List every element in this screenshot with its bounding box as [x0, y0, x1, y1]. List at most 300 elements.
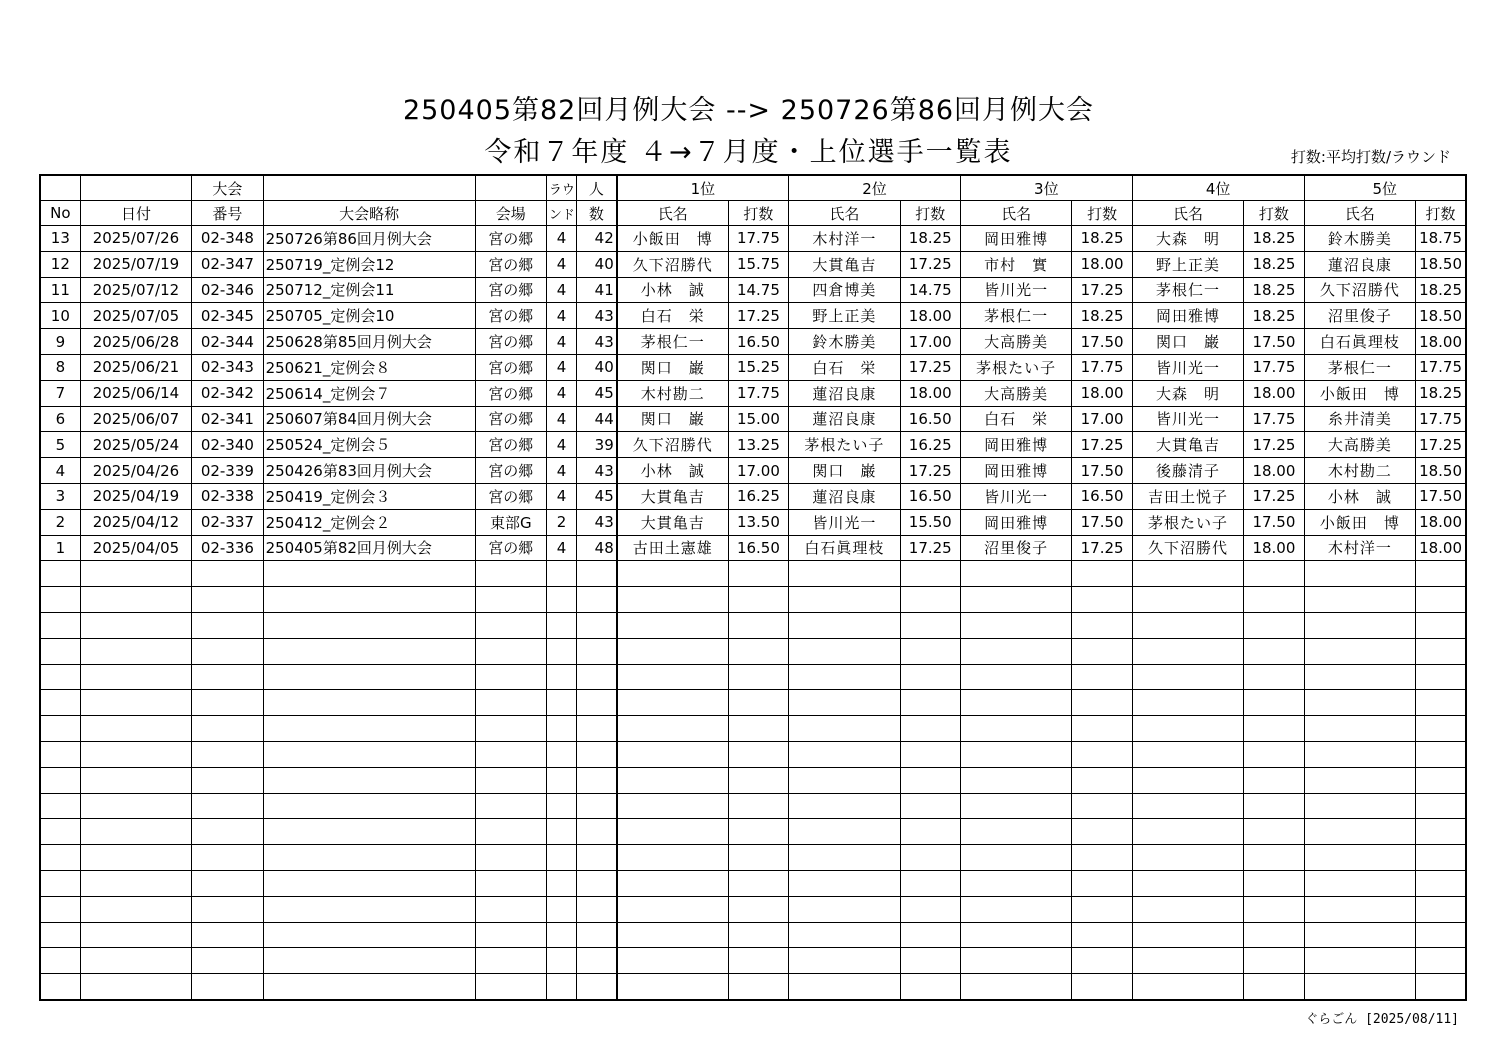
blank-cell [40, 767, 80, 793]
row-event-name: 250712_定例会11 [263, 277, 475, 303]
table-row [40, 406, 1466, 432]
blank-cell [577, 845, 617, 871]
blank-cell [1244, 896, 1304, 922]
header-row-bottom [40, 201, 1466, 226]
place-2-header: 2位 [789, 175, 961, 201]
place-2-score: 16.50 [900, 406, 960, 432]
blank-cell [960, 587, 1072, 613]
row-event-name: 250426第83回月例大会 [263, 458, 475, 484]
blank-cell [1304, 870, 1416, 896]
place-5-score: 17.50 [1416, 483, 1466, 509]
blank-cell [1304, 561, 1416, 587]
row-event-code: 02-341 [192, 406, 263, 432]
blank-cell [1132, 948, 1244, 974]
row-event-code: 02-344 [192, 329, 263, 355]
blank-cell [577, 793, 617, 819]
blank-cell [1244, 690, 1304, 716]
blank-cell [900, 870, 960, 896]
blank-cell [192, 638, 263, 664]
place-5-score: 18.75 [1416, 226, 1466, 252]
row-no: 8 [40, 354, 80, 380]
table-row [40, 432, 1466, 458]
ranking-table [39, 174, 1467, 1001]
blank-cell [546, 612, 576, 638]
blank-cell [1132, 922, 1244, 948]
row-players: 44 [577, 406, 617, 432]
blank-cell [263, 767, 475, 793]
place-2-name: 白石眞理枝 [789, 535, 901, 561]
place-1-score: 13.25 [728, 432, 788, 458]
blank-cell [1132, 793, 1244, 819]
blank-cell [263, 845, 475, 871]
place-3-score: 18.25 [1072, 303, 1132, 329]
row-event-code: 02-345 [192, 303, 263, 329]
blank-cell [1244, 819, 1304, 845]
blank-cell [1244, 561, 1304, 587]
place-4-name: 皆川光一 [1132, 406, 1244, 432]
blank-cell [728, 845, 788, 871]
blank-row [40, 716, 1466, 742]
row-date: 2025/04/05 [80, 535, 192, 561]
blank-cell [1304, 690, 1416, 716]
blank-cell [40, 612, 80, 638]
place-3-score: 17.25 [1072, 535, 1132, 561]
place-1-name: 小林 誠 [617, 458, 729, 484]
place-3-score: 18.25 [1072, 226, 1132, 252]
blank-row [40, 819, 1466, 845]
row-venue: 宮の郷 [475, 226, 546, 252]
row-event-name: 250614_定例会７ [263, 380, 475, 406]
blank-cell [263, 664, 475, 690]
row-event-code: 02-348 [192, 226, 263, 252]
header-row-top [40, 175, 1466, 201]
row-no: 1 [40, 535, 80, 561]
row-players: 45 [577, 380, 617, 406]
blank-cell [546, 974, 576, 1000]
row-event-name: 250419_定例会３ [263, 483, 475, 509]
place-5-score: 18.00 [1416, 329, 1466, 355]
blank-cell [475, 819, 546, 845]
blank-cell [192, 922, 263, 948]
blank-cell [1132, 561, 1244, 587]
row-date: 2025/05/24 [80, 432, 192, 458]
place-5-name: 蓮沼良康 [1304, 251, 1416, 277]
place-1-score: 15.00 [728, 406, 788, 432]
row-date: 2025/04/26 [80, 458, 192, 484]
row-no: 11 [40, 277, 80, 303]
row-rounds: 4 [546, 432, 576, 458]
score-unit-note: 打数:平均打数/ラウンド [1290, 148, 1451, 166]
row-event-code: 02-337 [192, 509, 263, 535]
blank-cell [577, 664, 617, 690]
blank-cell [577, 974, 617, 1000]
blank-cell [1416, 638, 1466, 664]
place-5-name: 小林 誠 [1304, 483, 1416, 509]
place-2-score: 17.25 [900, 535, 960, 561]
blank-cell [728, 741, 788, 767]
blank-row [40, 870, 1466, 896]
place-3-score: 17.25 [1072, 277, 1132, 303]
place-3-name: 岡田雅博 [960, 226, 1072, 252]
place-1-score: 17.75 [728, 226, 788, 252]
date-header-blank [80, 175, 192, 201]
blank-cell [192, 870, 263, 896]
place-3-score: 17.50 [1072, 329, 1132, 355]
blank-cell [40, 664, 80, 690]
blank-cell [80, 690, 192, 716]
blank-cell [617, 870, 729, 896]
row-venue: 宮の郷 [475, 277, 546, 303]
place-4-score: 17.50 [1244, 329, 1304, 355]
blank-cell [1416, 767, 1466, 793]
blank-cell [960, 612, 1072, 638]
blank-cell [80, 974, 192, 1000]
row-venue: 宮の郷 [475, 380, 546, 406]
blank-cell [900, 974, 960, 1000]
blank-cell [728, 870, 788, 896]
row-no: 6 [40, 406, 80, 432]
place-4-score: 18.25 [1244, 251, 1304, 277]
place-4-score: 18.25 [1244, 303, 1304, 329]
row-event-name: 250412_定例会２ [263, 509, 475, 535]
blank-cell [1416, 612, 1466, 638]
blank-cell [1244, 638, 1304, 664]
blank-cell [80, 948, 192, 974]
blank-cell [577, 561, 617, 587]
place-4-score: 18.25 [1244, 226, 1304, 252]
place-5-name: 大高勝美 [1304, 432, 1416, 458]
blank-cell [577, 896, 617, 922]
place-1-name: 大貫亀吉 [617, 509, 729, 535]
blank-cell [263, 974, 475, 1000]
blank-cell [789, 896, 901, 922]
blank-cell [80, 819, 192, 845]
blank-cell [546, 896, 576, 922]
players-header: 数 [577, 201, 617, 226]
blank-cell [960, 870, 1072, 896]
row-event-name: 250405第82回月例大会 [263, 535, 475, 561]
blank-cell [475, 974, 546, 1000]
blank-cell [789, 767, 901, 793]
place-5-name: 沼里俊子 [1304, 303, 1416, 329]
blank-cell [1072, 948, 1132, 974]
place-2-score: 17.25 [900, 251, 960, 277]
row-date: 2025/07/19 [80, 251, 192, 277]
blank-cell [40, 819, 80, 845]
blank-cell [475, 690, 546, 716]
blank-cell [1416, 974, 1466, 1000]
place-1-name: 小飯田 博 [617, 226, 729, 252]
blank-row [40, 845, 1466, 871]
place-5-name: 木村勘二 [1304, 458, 1416, 484]
place-1-score-header: 打数 [728, 201, 788, 226]
blank-cell [728, 974, 788, 1000]
place-2-name: 蓮沼良康 [789, 483, 901, 509]
blank-cell [546, 741, 576, 767]
place-2-name: 四倉博美 [789, 277, 901, 303]
blank-cell [728, 819, 788, 845]
blank-cell [900, 690, 960, 716]
place-3-score: 17.50 [1072, 509, 1132, 535]
blank-cell [475, 587, 546, 613]
blank-cell [1244, 612, 1304, 638]
place-1-name: 古田土憲雄 [617, 535, 729, 561]
blank-cell [789, 793, 901, 819]
place-3-header: 3位 [960, 175, 1132, 201]
blank-row [40, 612, 1466, 638]
blank-cell [1416, 793, 1466, 819]
place-1-score: 14.75 [728, 277, 788, 303]
row-venue: 宮の郷 [475, 329, 546, 355]
place-4-score: 17.25 [1244, 483, 1304, 509]
place-4-name: 茅根仁一 [1132, 277, 1244, 303]
row-venue: 宮の郷 [475, 406, 546, 432]
blank-cell [1132, 767, 1244, 793]
venue-header-blank [475, 175, 546, 201]
blank-row [40, 767, 1466, 793]
blank-cell [192, 845, 263, 871]
place-3-score: 17.75 [1072, 354, 1132, 380]
blank-cell [728, 561, 788, 587]
blank-cell [1304, 587, 1416, 613]
blank-cell [577, 819, 617, 845]
blank-cell [789, 922, 901, 948]
blank-cell [263, 690, 475, 716]
row-event-name: 250705_定例会10 [263, 303, 475, 329]
place-4-score: 18.25 [1244, 277, 1304, 303]
blank-cell [728, 948, 788, 974]
blank-cell [546, 922, 576, 948]
row-event-code: 02-336 [192, 535, 263, 561]
table-row [40, 329, 1466, 355]
blank-cell [1416, 948, 1466, 974]
blank-cell [900, 587, 960, 613]
place-4-name: 皆川光一 [1132, 354, 1244, 380]
place-5-score: 17.25 [1416, 432, 1466, 458]
table-row [40, 277, 1466, 303]
place-2-score: 14.75 [900, 277, 960, 303]
place-2-score-header: 打数 [900, 201, 960, 226]
blank-cell [1132, 845, 1244, 871]
place-4-name: 大森 明 [1132, 380, 1244, 406]
place-3-name: 沼里俊子 [960, 535, 1072, 561]
blank-row [40, 974, 1466, 1000]
blank-cell [475, 716, 546, 742]
blank-cell [577, 716, 617, 742]
blank-cell [789, 819, 901, 845]
blank-cell [960, 974, 1072, 1000]
row-rounds: 2 [546, 509, 576, 535]
row-rounds: 4 [546, 329, 576, 355]
blank-cell [80, 845, 192, 871]
blank-cell [617, 716, 729, 742]
row-event-name: 250719_定例会12 [263, 251, 475, 277]
blank-cell [546, 664, 576, 690]
place-1-name: 茅根仁一 [617, 329, 729, 355]
place-2-name: 野上正美 [789, 303, 901, 329]
blank-cell [577, 922, 617, 948]
place-3-name-header: 氏名 [960, 201, 1072, 226]
row-venue: 宮の郷 [475, 251, 546, 277]
blank-cell [577, 870, 617, 896]
row-venue: 東部G [475, 509, 546, 535]
place-4-score: 18.00 [1244, 380, 1304, 406]
blank-cell [1132, 896, 1244, 922]
blank-cell [1416, 690, 1466, 716]
blank-cell [1304, 819, 1416, 845]
blank-cell [617, 948, 729, 974]
place-5-name: 久下沼勝代 [1304, 277, 1416, 303]
blank-cell [263, 870, 475, 896]
blank-cell [475, 922, 546, 948]
blank-row [40, 638, 1466, 664]
blank-cell [40, 587, 80, 613]
blank-cell [1072, 638, 1132, 664]
row-date: 2025/04/12 [80, 509, 192, 535]
blank-cell [475, 870, 546, 896]
blank-cell [1416, 896, 1466, 922]
blank-cell [475, 664, 546, 690]
blank-cell [577, 741, 617, 767]
place-1-name: 木村勘二 [617, 380, 729, 406]
blank-cell [900, 845, 960, 871]
place-3-score: 16.50 [1072, 483, 1132, 509]
blank-cell [546, 587, 576, 613]
blank-cell [577, 587, 617, 613]
blank-cell [192, 896, 263, 922]
place-3-name: 大高勝美 [960, 329, 1072, 355]
blank-cell [1072, 741, 1132, 767]
blank-cell [960, 767, 1072, 793]
row-date: 2025/06/28 [80, 329, 192, 355]
blank-cell [1244, 664, 1304, 690]
row-venue: 宮の郷 [475, 458, 546, 484]
row-no: 7 [40, 380, 80, 406]
blank-cell [1304, 612, 1416, 638]
blank-cell [789, 974, 901, 1000]
players-header-top: 人 [577, 175, 617, 201]
place-2-name-header: 氏名 [789, 201, 901, 226]
blank-cell [617, 612, 729, 638]
row-players: 43 [577, 509, 617, 535]
place-2-name: 鈴木勝美 [789, 329, 901, 355]
blank-cell [546, 690, 576, 716]
blank-cell [1304, 716, 1416, 742]
place-5-score: 18.00 [1416, 535, 1466, 561]
blank-cell [192, 587, 263, 613]
table-row [40, 251, 1466, 277]
row-players: 43 [577, 329, 617, 355]
blank-cell [40, 793, 80, 819]
blank-cell [960, 793, 1072, 819]
blank-cell [1072, 974, 1132, 1000]
row-rounds: 4 [546, 251, 576, 277]
row-no: 4 [40, 458, 80, 484]
blank-cell [1304, 767, 1416, 793]
place-1-score: 16.50 [728, 329, 788, 355]
blank-cell [617, 896, 729, 922]
row-rounds: 4 [546, 277, 576, 303]
blank-cell [475, 845, 546, 871]
place-2-score: 18.00 [900, 380, 960, 406]
blank-cell [789, 587, 901, 613]
blank-cell [546, 948, 576, 974]
blank-cell [728, 793, 788, 819]
blank-cell [617, 638, 729, 664]
blank-cell [192, 974, 263, 1000]
table-row [40, 458, 1466, 484]
row-players: 41 [577, 277, 617, 303]
row-no: 2 [40, 509, 80, 535]
blank-cell [789, 612, 901, 638]
table-row [40, 509, 1466, 535]
blank-cell [80, 870, 192, 896]
place-4-header: 4位 [1132, 175, 1304, 201]
place-5-name: 白石眞理枝 [1304, 329, 1416, 355]
row-no: 3 [40, 483, 80, 509]
place-3-name: 茅根たい子 [960, 354, 1072, 380]
place-4-name: 岡田雅博 [1132, 303, 1244, 329]
place-1-score: 17.75 [728, 380, 788, 406]
place-3-score: 18.00 [1072, 380, 1132, 406]
blank-cell [728, 767, 788, 793]
place-3-name: 皆川光一 [960, 483, 1072, 509]
row-rounds: 4 [546, 483, 576, 509]
place-5-name-header: 氏名 [1304, 201, 1416, 226]
blank-cell [789, 664, 901, 690]
place-4-score-header: 打数 [1244, 201, 1304, 226]
place-2-score: 18.25 [900, 226, 960, 252]
row-event-code: 02-346 [192, 277, 263, 303]
row-venue: 宮の郷 [475, 483, 546, 509]
blank-cell [1416, 870, 1466, 896]
blank-cell [192, 741, 263, 767]
blank-cell [617, 819, 729, 845]
place-1-name-header: 氏名 [617, 201, 729, 226]
row-no: 5 [40, 432, 80, 458]
row-date: 2025/06/21 [80, 354, 192, 380]
place-3-name: 大高勝美 [960, 380, 1072, 406]
place-3-score-header: 打数 [1072, 201, 1132, 226]
place-1-score: 15.25 [728, 354, 788, 380]
blank-cell [789, 638, 901, 664]
blank-cell [577, 690, 617, 716]
place-4-name: 吉田土悦子 [1132, 483, 1244, 509]
event-no-header: 番号 [192, 201, 263, 226]
place-3-name: 白石 栄 [960, 406, 1072, 432]
blank-row [40, 664, 1466, 690]
place-4-score: 18.00 [1244, 535, 1304, 561]
blank-cell [1132, 638, 1244, 664]
row-no: 13 [40, 226, 80, 252]
blank-cell [900, 561, 960, 587]
blank-cell [728, 664, 788, 690]
row-event-code: 02-339 [192, 458, 263, 484]
blank-cell [1132, 664, 1244, 690]
no-header: No [40, 201, 80, 226]
blank-cell [900, 922, 960, 948]
place-5-name: 鈴木勝美 [1304, 226, 1416, 252]
blank-cell [900, 793, 960, 819]
blank-cell [546, 638, 576, 664]
blank-cell [1244, 948, 1304, 974]
blank-cell [546, 716, 576, 742]
blank-cell [789, 948, 901, 974]
place-1-score: 17.00 [728, 458, 788, 484]
blank-cell [577, 767, 617, 793]
blank-cell [263, 638, 475, 664]
blank-cell [617, 767, 729, 793]
